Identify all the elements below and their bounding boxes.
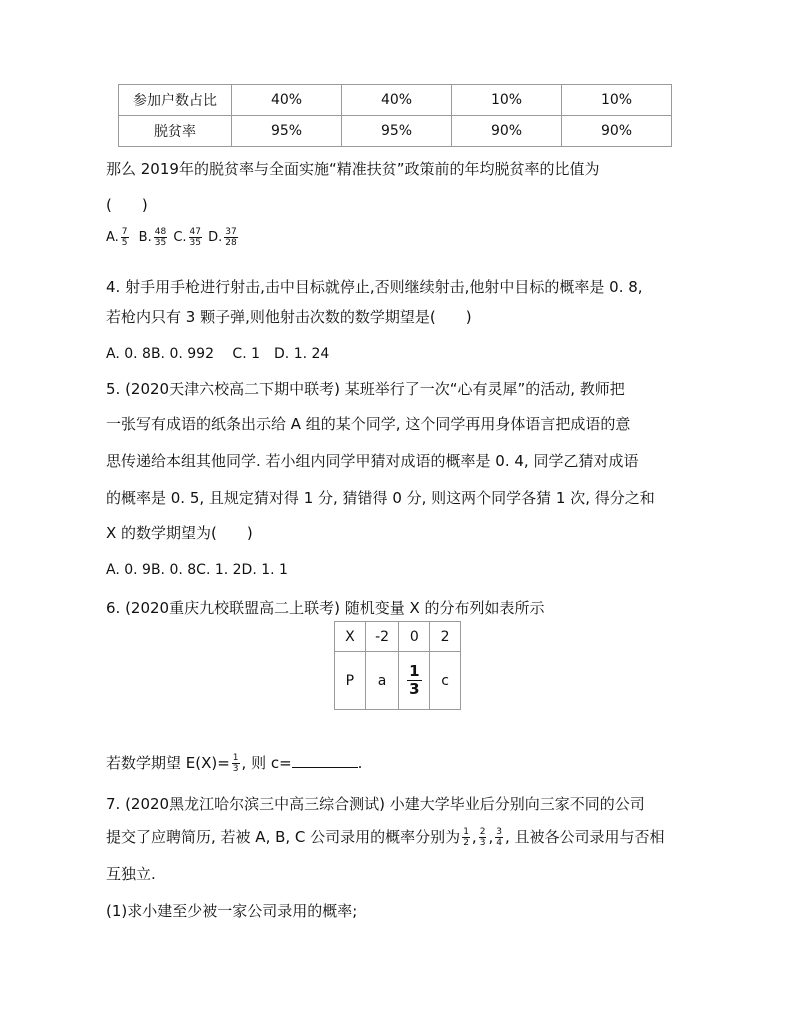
- table-cell: 10%: [452, 85, 562, 116]
- q6-line1: 6. (2020重庆九校联盟高二上联考) 随机变量 X 的分布列如表所示: [106, 599, 545, 617]
- q5-line2: 一张写有成语的纸条出示给 A 组的某个同学, 这个同学再用身体语言把成语的意: [106, 415, 631, 433]
- option-d: D. $\frac{37}{28}$: [208, 227, 237, 248]
- q7-line3: 互独立.: [106, 865, 156, 883]
- table-cell: 10%: [562, 85, 672, 116]
- table-cell: 95%: [342, 116, 452, 147]
- table-cell: a: [365, 652, 399, 710]
- q7-line2: 提交了应聘简历, 若被 A, B, C 公司录用的概率分别为 $\frac{1}{2}$ , $\frac{2}{3}$ , $\frac{3}{4}$ , 且被各公司录用与否相: [106, 827, 665, 848]
- q5-line1: 5. (2020天津六校高二下期中联考) 某班举行了一次“心有灵犀”的活动, 教师把: [106, 380, 625, 398]
- fraction: $\frac{1}{3}$: [409, 662, 420, 698]
- table-cell: c: [430, 652, 461, 710]
- option-a: A. $\frac{7}{5}$: [106, 227, 128, 248]
- row-label: 脱贫率: [119, 116, 232, 147]
- q5-line4: 的概率是 0. 5, 且规定猜对得 1 分, 猜错得 0 分, 则这两个同学各猜 1 次, 得分之和: [106, 489, 655, 507]
- q5-line5: X 的数学期望为( ): [106, 524, 253, 542]
- table-cell: [399, 652, 430, 710]
- q5-line3: 思传递给本组其他同学. 若小组内同学甲猜对成语的概率是 0. 4, 同学乙猜对成语: [106, 452, 639, 470]
- option-b: B. $\frac{48}{35}$: [138, 227, 167, 248]
- q4-options: A. 0. 8B. 0. 992 C. 1 D. 1. 24: [106, 346, 330, 362]
- table-cell: 0: [399, 622, 430, 652]
- table-cell: 95%: [232, 116, 342, 147]
- q6-condition: 若数学期望 E(X)= $\frac{1}{3}$ , 则 c= .: [106, 753, 363, 774]
- q7-sub1: (1)求小建至少被一家公司录用的概率;: [106, 902, 358, 920]
- q3-options: [106, 227, 240, 248]
- table-cell: 2: [430, 622, 461, 652]
- table-cell: 90%: [452, 116, 562, 147]
- table-cell: P: [335, 652, 366, 710]
- table-cell: X: [335, 622, 366, 652]
- table-row: [119, 85, 672, 116]
- table-row: [335, 652, 461, 710]
- q3-stem: 那么 2019年的脱贫率与全面实施“精准扶贫”政策前的年均脱贫率的比值为: [106, 160, 600, 178]
- q4-line1: 4. 射手用手枪进行射击,击中目标就停止,否则继续射击,他射中目标的概率是 0. 8,: [106, 278, 643, 296]
- q4-line2: 若枪内只有 3 颗子弹,则他射击次数的数学期望是( ): [106, 308, 472, 326]
- table-cell: 40%: [342, 85, 452, 116]
- distribution-table: [334, 621, 461, 710]
- option-c: C. $\frac{47}{35}$: [173, 227, 201, 248]
- table-row: [119, 116, 672, 147]
- q7-line1: 7. (2020黑龙江哈尔滨三中高三综合测试) 小建大学毕业后分别向三家不同的公司: [106, 795, 645, 813]
- row-label: 参加户数占比: [119, 85, 232, 116]
- participation-table: [118, 84, 672, 147]
- table-row: [335, 622, 461, 652]
- answer-blank: [292, 753, 358, 768]
- table-cell: -2: [365, 622, 399, 652]
- table-cell: 90%: [562, 116, 672, 147]
- q3-paren: ( ): [106, 196, 148, 214]
- q5-options: A. 0. 9B. 0. 8C. 1. 2D. 1. 1: [106, 562, 288, 578]
- table-cell: 40%: [232, 85, 342, 116]
